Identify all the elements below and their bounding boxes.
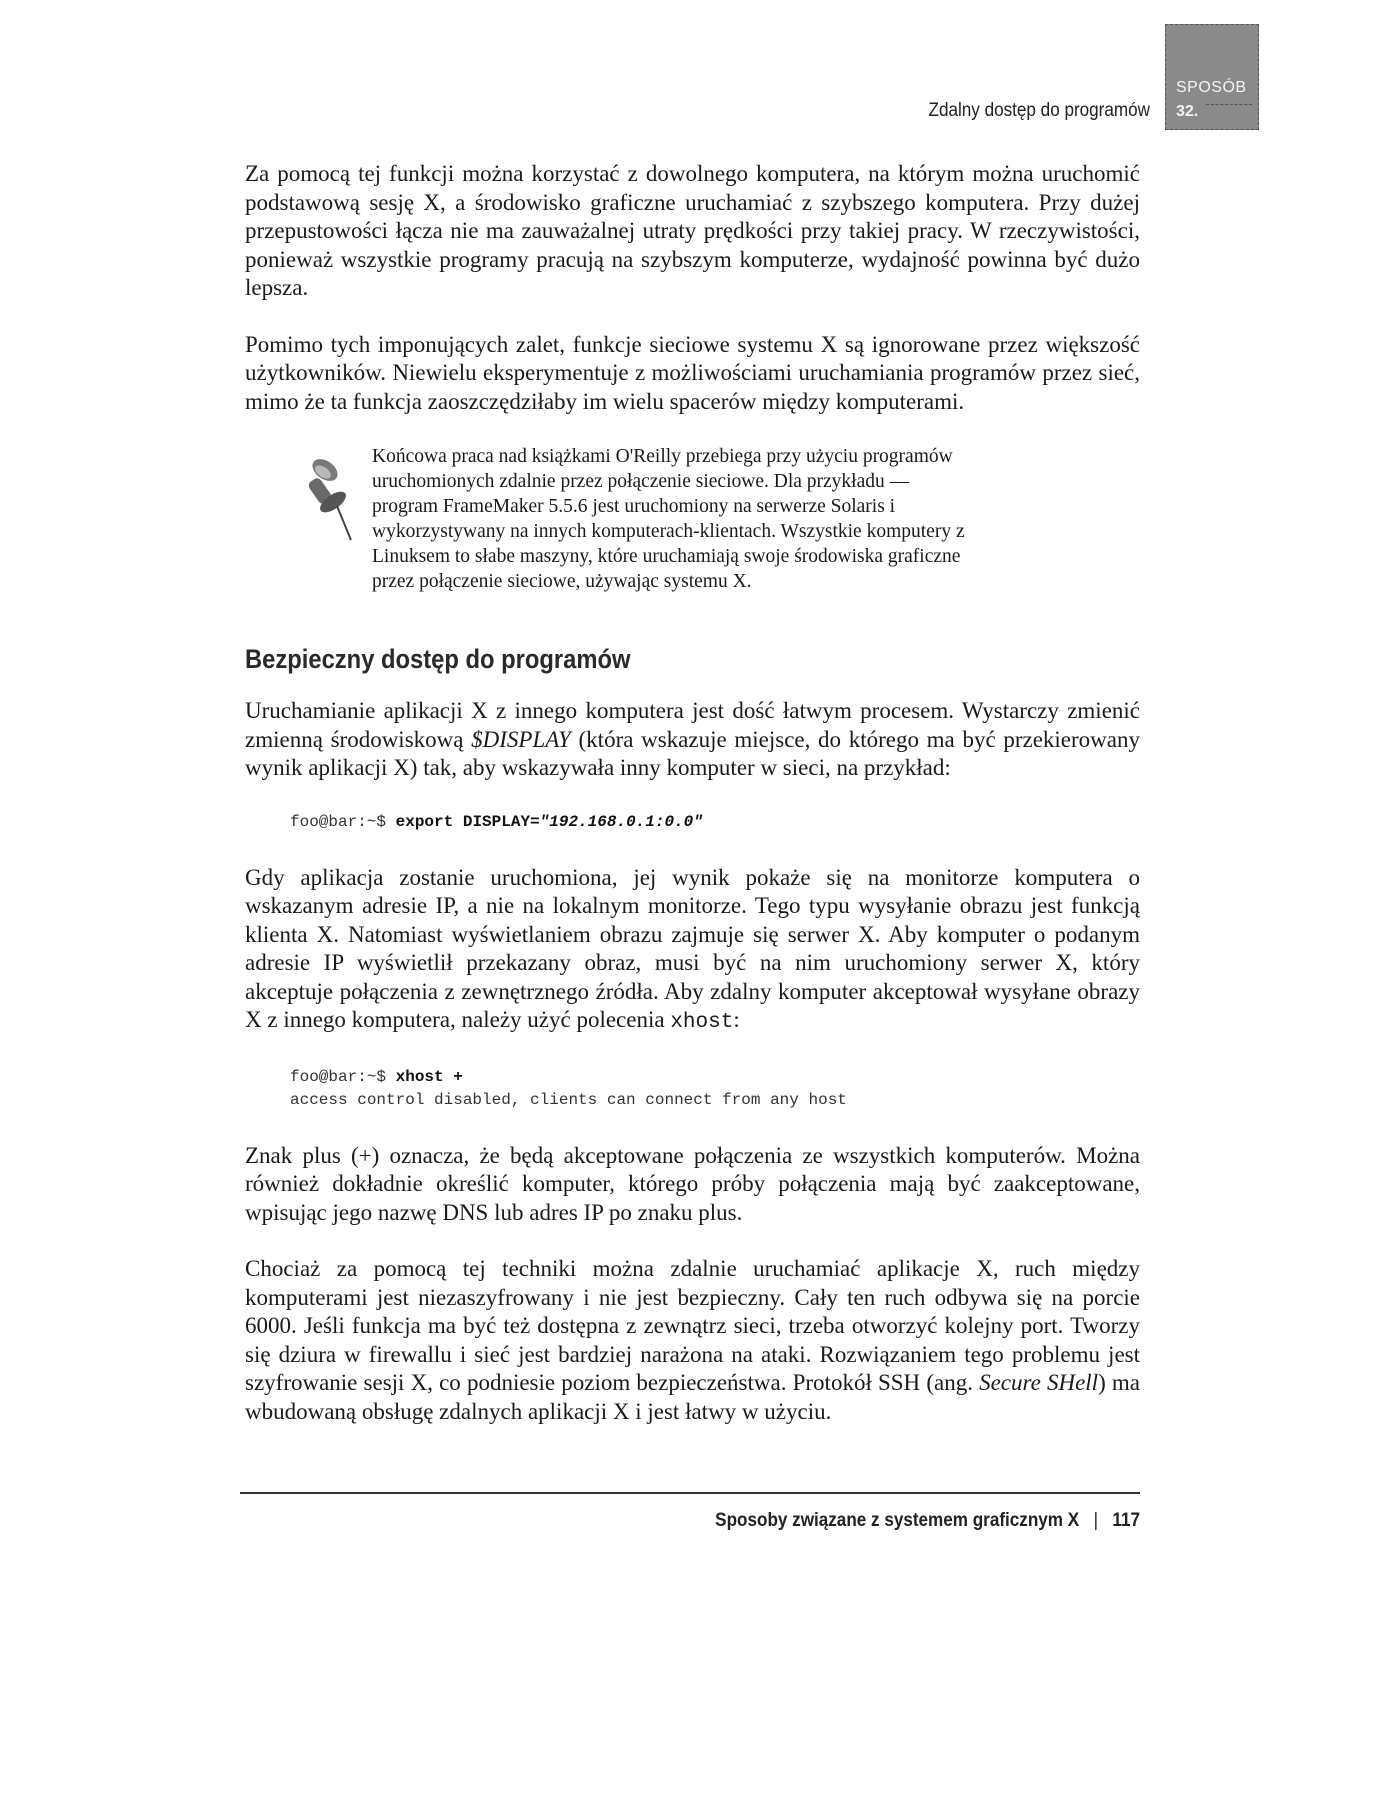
- page-footer: [654, 1510, 1140, 1532]
- section-heading: Bezpieczny dostęp do programów: [245, 644, 631, 674]
- display-variable: $DISPLAY: [471, 726, 571, 752]
- code-command: xhost +: [395, 1067, 463, 1086]
- footer-divider: [240, 1492, 1140, 1494]
- tab-divider: [1206, 104, 1252, 105]
- paragraph-6: [245, 1255, 1140, 1426]
- pushpin-icon: [285, 448, 355, 548]
- hack-tab-number: 32.: [1176, 103, 1199, 120]
- paragraph-3-text-a: Uruchamianie aplikacji X z innego komputera jest dość łatwym procesem. Wystarczy zmienić zmienną środowiskową: [245, 698, 1140, 752]
- page-number: 117: [1112, 1510, 1140, 1531]
- paragraph-3: [245, 697, 1140, 783]
- page-content: [245, 160, 1140, 1454]
- hack-tab: [1165, 24, 1259, 130]
- code-argument: "192.168.0.1:0.0": [539, 812, 703, 831]
- paragraph-4: [245, 864, 1140, 1038]
- code-prompt: foo@bar:~$: [290, 812, 396, 831]
- note-box: [245, 444, 1140, 604]
- code-prompt: foo@bar:~$: [290, 1067, 396, 1086]
- footer-chapter: Sposoby związane z systemem graficznym X: [715, 1510, 1080, 1531]
- paragraph-4-text-b: :: [733, 1007, 740, 1032]
- paragraph-3-text-b: (która wskazuje miejsce, do którego ma być przekierowany wynik aplikacji X) tak, aby wskazywała inny komputer w sieci, na przykład:: [245, 726, 1140, 780]
- code-command: export DISPLAY=: [395, 812, 540, 831]
- xhost-command: xhost: [670, 1011, 734, 1034]
- hack-tab-label: SPOSÓB: [1176, 79, 1247, 96]
- footer-separator: |: [1093, 1510, 1099, 1531]
- code-block-xhost: [290, 1066, 1140, 1112]
- paragraph-1: Za pomocą tej funkcji można korzystać z dowolnego komputera, na którym można uruchomić podstawową sesję X, a środowisko graficzne uruchamiać z szybszego komputera. Przy dużej przepustowości łącza nie ma zauważalnej utraty prędkości przy takiej pracy. W rzeczywistości, ponieważ wszystkie programy pracują na szybszym komputerze, wydajność powinna być dużo lepsza.: [245, 161, 1140, 300]
- paragraph-6-text-b: ) ma wbudowaną obsługę zdalnych aplikacji X i jest łatwy w użyciu.: [245, 1370, 1140, 1424]
- note-text: Końcowa praca nad książkami O'Reilly przebiega przy użyciu programów uruchomionych zdalnie przez połączenie sieciowe. Dla przykładu — program FrameMaker 5.5.6 jest uruchomiony na serwerze Solaris i wykorzystywany na innych komputerach-klientach. Wszystkie komputery z Linuksem to słabe maszyny, które uruchamiają swoje środowiska graficzne przez połączenie sieciowe, używając systemu X.: [372, 446, 965, 592]
- paragraph-4-text-a: Gdy aplikacja zostanie uruchomiona, jej wynik pokaże się na monitorze komputera o wskazanym adresie IP, a nie na lokalnym monitorze. Tego typu wysyłanie obrazu jest funkcją klienta X. Natomiast wyświetlaniem obrazu zajmuje się serwer X. Aby komputer o podanym adresie IP wyświetlił przekazany obraz, musi być na nim uruchomiony serwer X, który akceptuje połączenia z zewnętrznego źródła. Aby zdalny komputer akceptował wysyłane obrazy X z innego komputera, należy użyć polecenia: [245, 864, 1140, 1032]
- paragraph-6-text-a: Chociaż za pomocą tej techniki można zdalnie uruchamiać aplikacje X, ruch między komputerami jest niezaszyfrowany i nie jest bezpieczny. Cały ten ruch odbywa się na porcie 6000. Jeśli funkcja ma być też dostępna z zewnątrz sieci, trzeba otworzyć kolejny port. Tworzy się dziura w firewallu i sieć jest bardziej narażona na ataki. Rozwiązaniem tego problemu jest szyfrowanie sesji X, co podniesie poziom bezpieczeństwa. Protokół SSH (ang.: [245, 1256, 1140, 1395]
- paragraph-5: Znak plus (+) oznacza, że będą akceptowane połączenia ze wszystkich komputerów. Można również dokładnie określić komputer, którego próby połączenia mają być zaakceptowane, wpisując jego nazwę DNS lub adres IP po znaku plus.: [245, 1142, 1140, 1225]
- code-block-export: [290, 811, 1140, 834]
- code-output: access control disabled, clients can connect from any host: [290, 1090, 847, 1109]
- ssh-expansion: Secure SHell: [979, 1370, 1099, 1395]
- running-header: Zdalny dostęp do programów: [928, 100, 1150, 121]
- paragraph-2: Pomimo tych imponujących zalet, funkcje sieciowe systemu X są ignorowane przez większość użytkowników. Niewielu eksperymentuje z możliwościami uruchamiania programów przez sieć, mimo że ta funkcja zaoszczędziłaby im wielu spacerów między komputerami.: [245, 331, 1140, 414]
